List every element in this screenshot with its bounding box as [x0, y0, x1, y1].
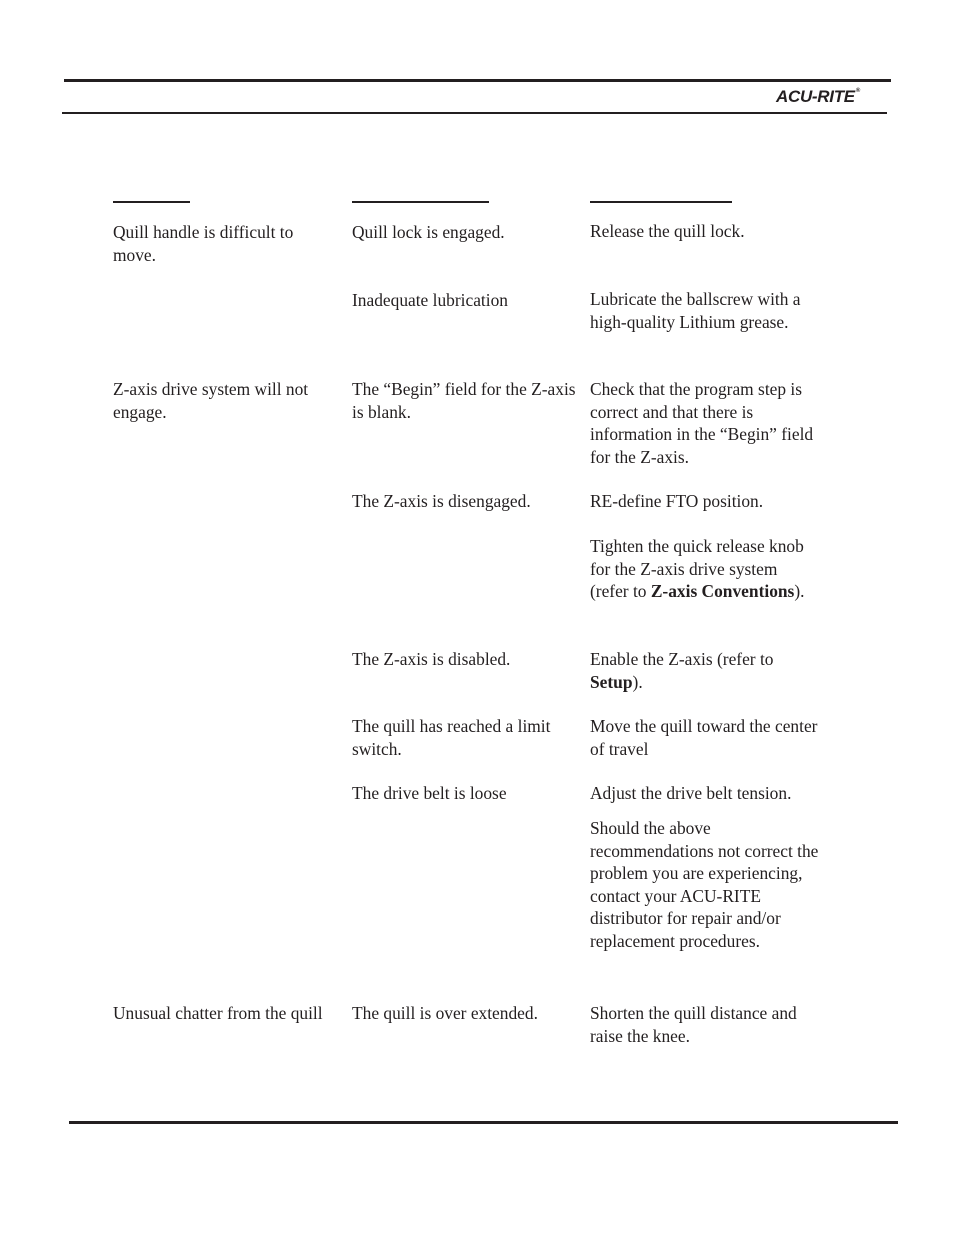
cause-cell: The quill has reached a limit switch.: [352, 716, 551, 759]
cause-cell: Quill lock is engaged.: [352, 222, 505, 242]
problem-cell: Z-axis drive system will not engage.: [113, 379, 309, 422]
cause-cell: The Z-axis is disabled.: [352, 649, 511, 669]
remedy-cell: Shorten the quill distance and raise the knee.: [590, 1003, 797, 1046]
cross-reference-z-axis-conventions: Z-axis Conventions: [650, 581, 795, 602]
problem-cell: Unusual chatter from the quill: [113, 1003, 323, 1023]
remedy-cell: Move the quill toward the center of travel: [590, 716, 818, 759]
column-header-remedy-rule: [590, 201, 732, 203]
problem-cell: Quill handle is difficult to move.: [113, 222, 294, 265]
cause-cell: The “Begin” field for the Z-axis is blank.: [352, 379, 576, 422]
remedy-cell: Lubricate the ballscrew with a high-quality Lithium grease.: [590, 289, 801, 332]
footer-rule: [69, 1121, 898, 1124]
remedy-cell: Release the quill lock.: [590, 221, 745, 241]
column-header-cause-rule: [352, 201, 489, 203]
header-top-rule: [64, 79, 891, 82]
remedy-cell: Check that the program step is correct and that there is information in the “Begin” field for the Z-axis.: [590, 379, 814, 467]
cause-cell: Inadequate lubrication: [352, 290, 508, 310]
acu-rite-logo: ACU-RITE®: [776, 87, 860, 106]
column-header-problem-rule: [113, 201, 190, 203]
cause-cell: The Z-axis is disengaged.: [352, 491, 531, 511]
cause-cell: The quill is over extended.: [352, 1003, 538, 1023]
cross-reference-setup: Setup: [590, 671, 633, 692]
remedy-cell: Enable the Z-axis (refer to Setup).: [590, 649, 774, 692]
remedy-cell: Adjust the drive belt tension.: [590, 783, 792, 803]
remedy-cell: Should the above recommendations not correct the problem you are experiencing, contact your ACU-RITE distributor for repair and/or replacement procedures.: [590, 818, 819, 951]
remedy-cell: Tighten the quick release knob for the Z-axis drive system (refer to Z-axis Conventions).: [590, 536, 805, 602]
remedy-cell: RE-define FTO position.: [590, 491, 764, 511]
cause-cell: The drive belt is loose: [352, 783, 507, 803]
header-bottom-rule: [62, 112, 887, 114]
